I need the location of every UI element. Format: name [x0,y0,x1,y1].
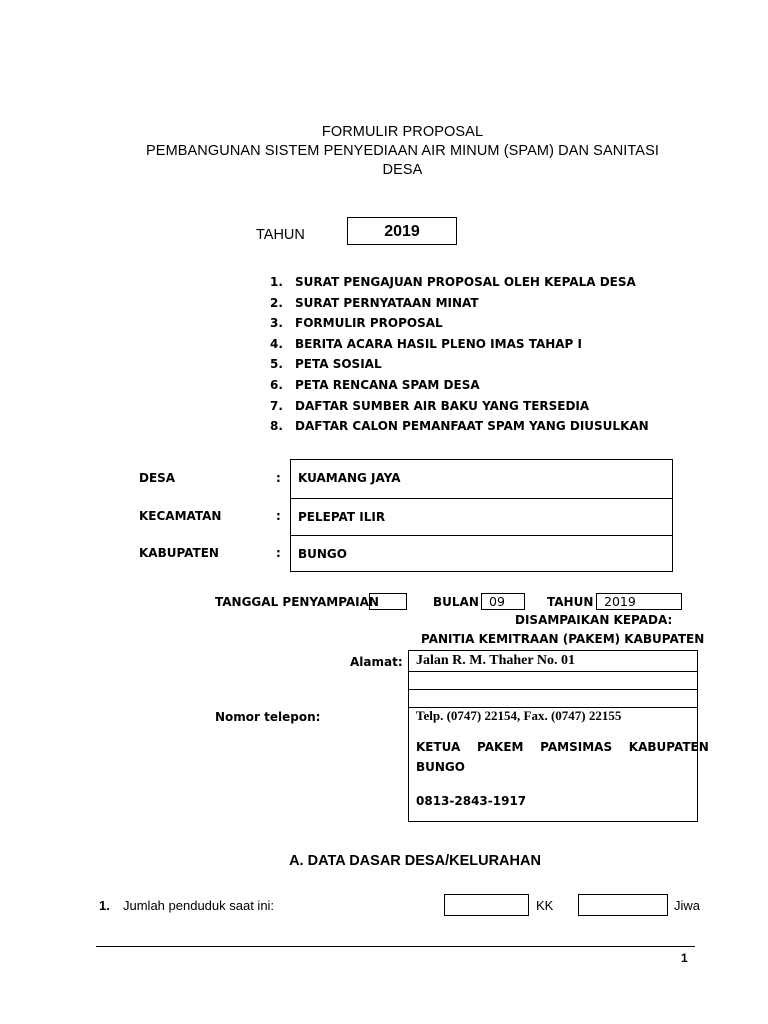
tahun-label: TAHUN [547,595,594,609]
list-item: 4. BERITA ACARA HASIL PLENO IMAS TAHAP I [270,336,582,351]
bulan-label: BULAN [433,595,479,609]
list-item: 8. DAFTAR CALON PEMANFAAT SPAM YANG DIUSULKAN [270,419,649,434]
alamat-value[interactable]: Jalan R. M. Thaher No. 01 [416,653,575,668]
page-number: 1 [681,951,688,965]
question-number: 1. [99,898,110,913]
jiwa-input[interactable] [578,894,668,916]
location-table [290,459,673,572]
alamat-label: Alamat: [350,655,403,669]
ketua-line2: BUNGO [416,760,465,774]
footer-rule [96,946,695,947]
tahun-field[interactable]: 2019 [596,593,682,610]
kabupaten-colon: : [276,546,281,560]
kecamatan-label: KECAMATAN [139,509,222,523]
address-divider [409,671,697,672]
section-a-heading: A. DATA DASAR DESA/KELURAHAN [289,853,541,869]
tanggal-field[interactable] [369,593,407,610]
desa-value: KUAMANG JAYA [298,471,401,485]
panitia-label: PANITIA KEMITRAAN (PAKEM) KABUPATEN [421,632,705,646]
year-field[interactable]: 2019 [347,217,457,245]
list-item: 2. SURAT PERNYATAAN MINAT [270,295,479,310]
kabupaten-value: BUNGO [298,547,347,562]
list-item: 5. PETA SOSIAL [270,357,382,372]
form-subtitle-cont: DESA [382,162,423,178]
address-box [408,650,709,822]
year-label: TAHUN [256,227,305,243]
list-item: 7. DAFTAR SUMBER AIR BAKU YANG TERSEDIA [270,398,590,413]
tanggal-label: TANGGAL PENYAMPAIAN [215,595,379,609]
kecamatan-colon: : [276,509,281,523]
list-item: 3. FORMULIR PROPOSAL [270,316,443,331]
disampaikan-kepada: DISAMPAIKAN KEPADA: [515,613,673,627]
bulan-field[interactable]: 09 [481,593,525,610]
desa-field[interactable] [291,460,672,498]
kabupaten-field[interactable] [291,535,672,573]
form-title: FORMULIR PROPOSAL [321,124,484,140]
telepon-value[interactable]: Telp. (0747) 22154, Fax. (0747) 22155 [416,708,622,723]
address-divider [409,689,697,690]
kecamatan-field[interactable] [291,498,672,536]
document-list [270,272,649,437]
list-item: 1. SURAT PENGAJUAN PROPOSAL OLEH KEPALA DESA [270,275,636,289]
list-item: 6. PETA RENCANA SPAM DESA [270,377,480,392]
jiwa-unit: Jiwa [674,898,701,913]
form-subtitle: PEMBANGUNAN SISTEM PENYEDIAAN AIR MINUM (SPAM) DAN SANITASI [146,143,659,159]
kk-input[interactable] [444,894,529,916]
kabupaten-label: KABUPATEN [139,546,219,560]
telepon-label: Nomor telepon: [215,710,321,724]
kk-unit: KK [536,898,554,913]
desa-label: DESA [139,471,176,485]
population-label: Jumlah penduduk saat ini: [123,898,275,913]
phone-number: 0813-2843-1917 [416,794,527,808]
kecamatan-value: PELEPAT ILIR [298,509,386,524]
desa-colon: : [276,471,281,485]
ketua-line1: KETUA PAKEM PAMSIMAS KABUPATEN [416,740,709,754]
